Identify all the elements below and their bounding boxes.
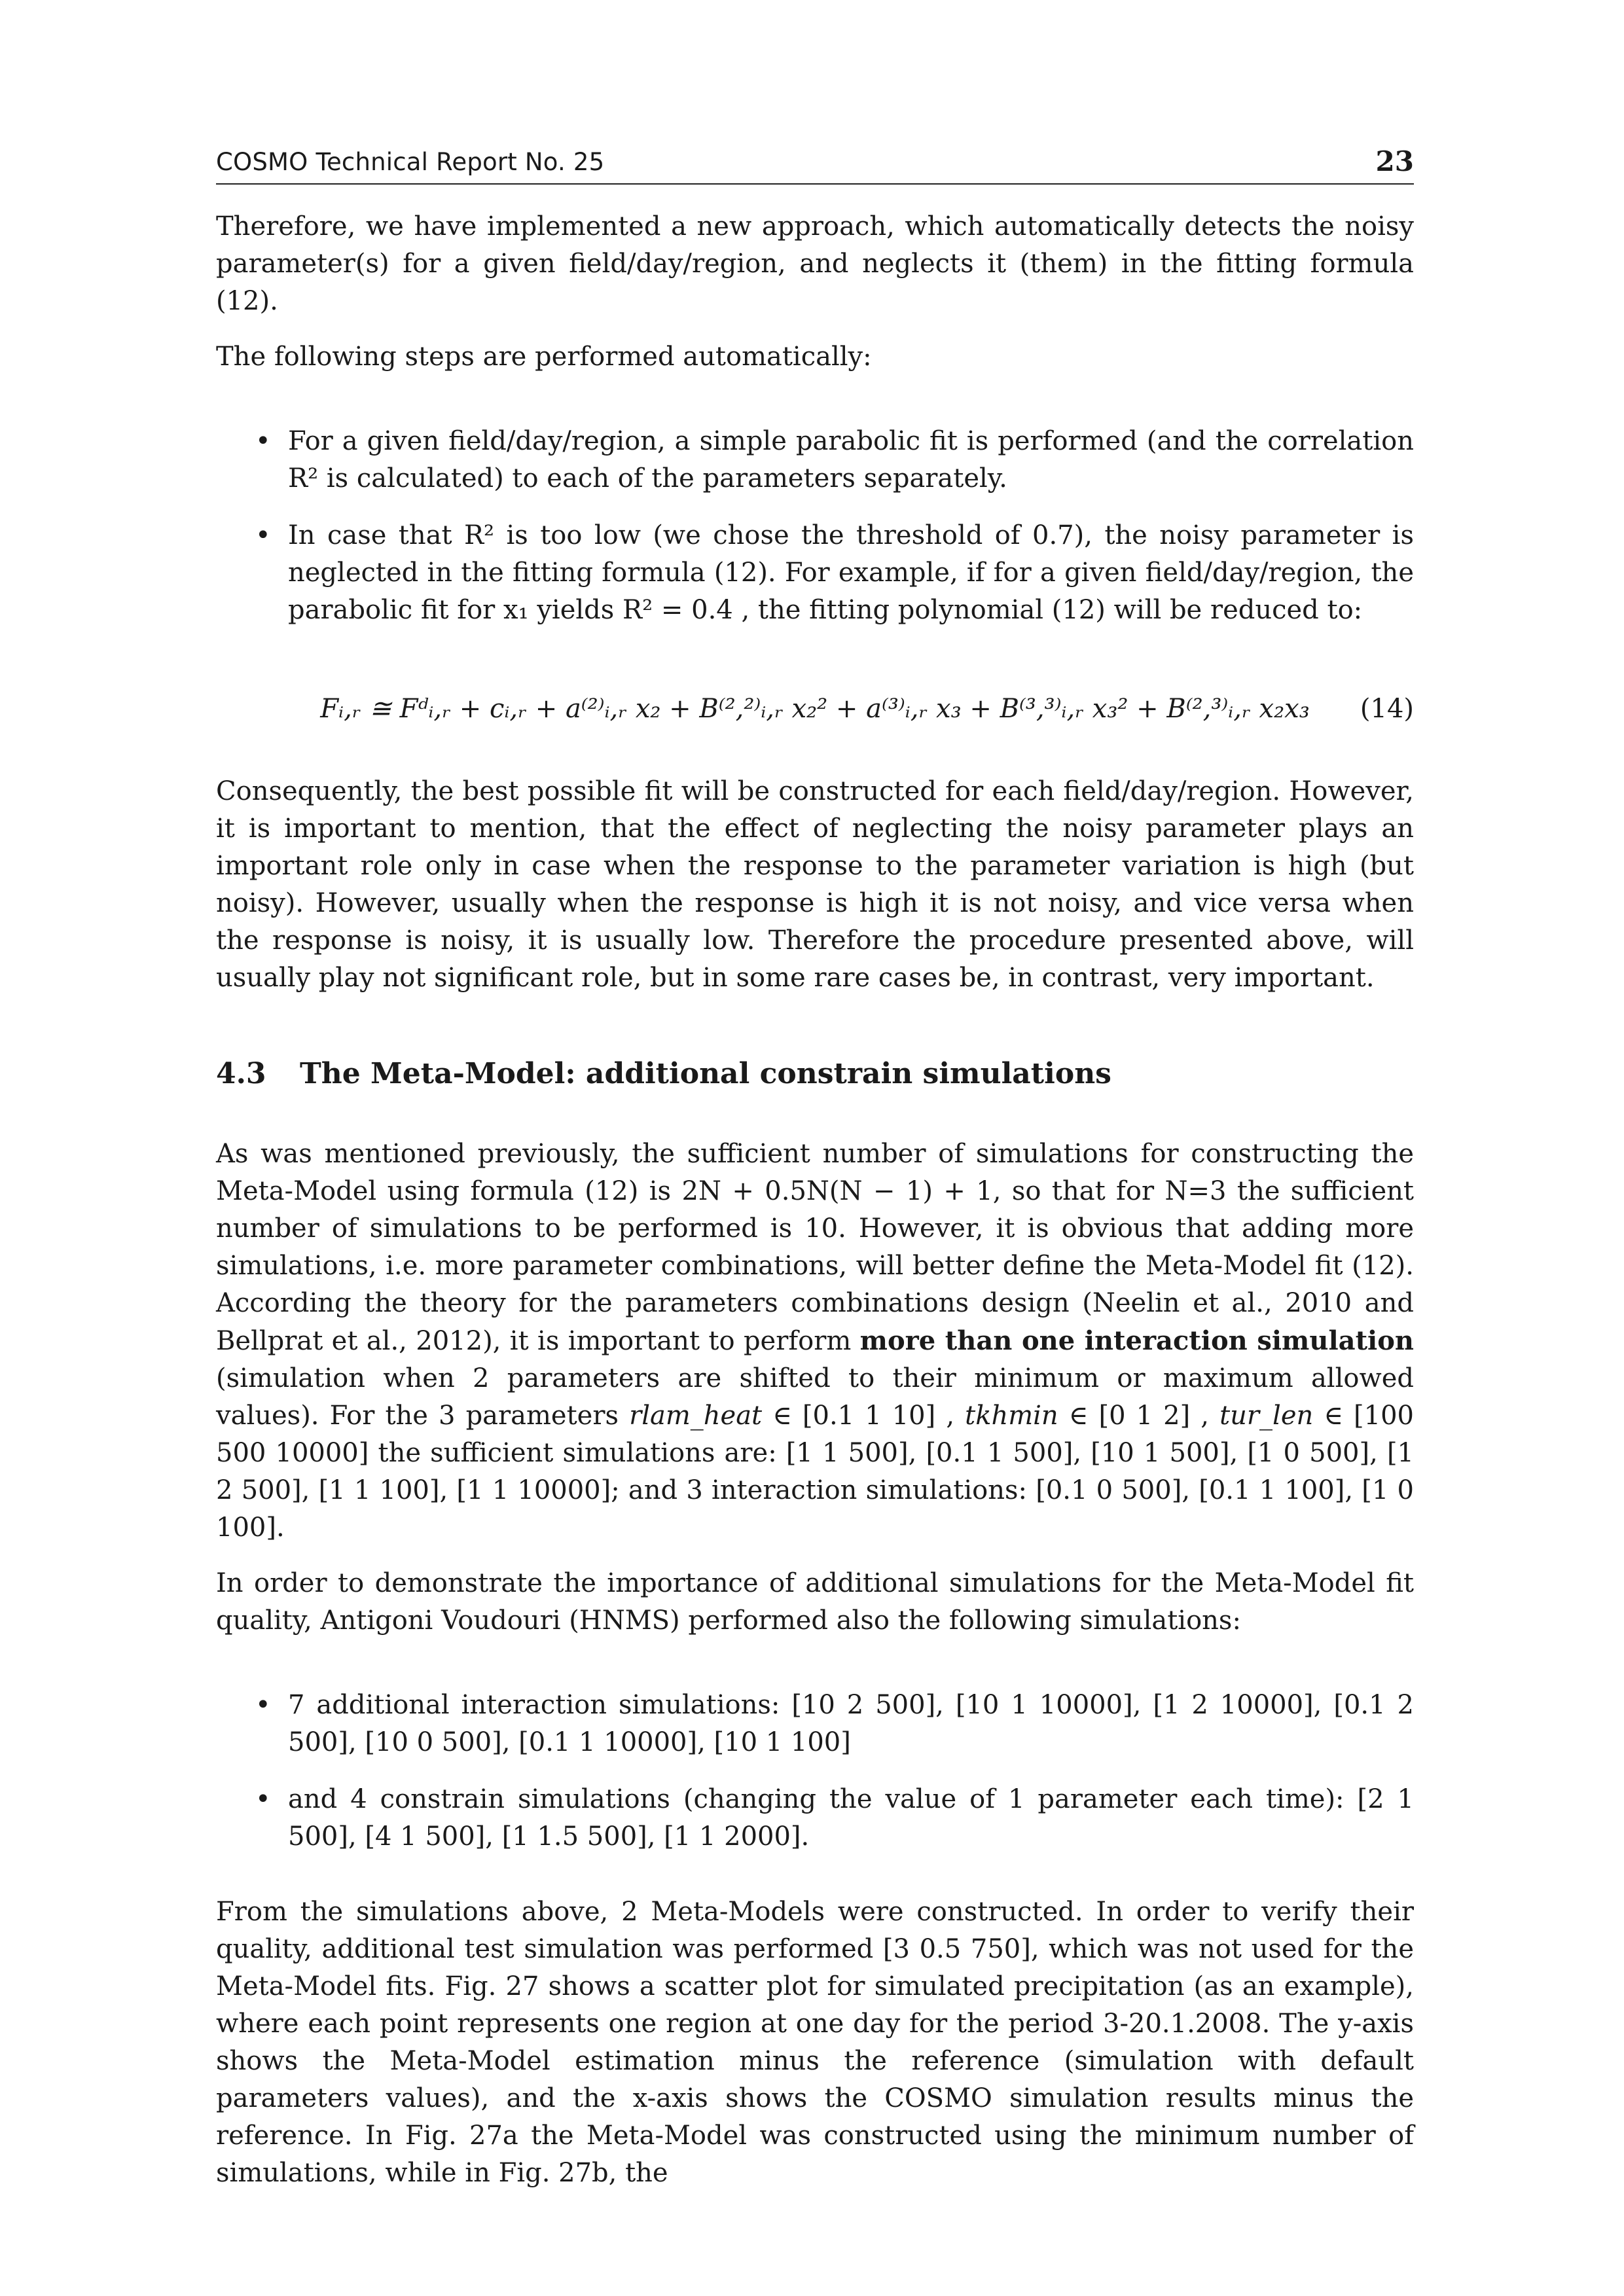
report-title: COSMO Technical Report No. 25 xyxy=(216,148,605,176)
bullet-icon: • xyxy=(255,520,271,550)
section-heading xyxy=(216,1054,1414,1094)
text-run: As was mentioned previously, the sufficient number of simulations for constructing the Meta-Model using formula (12) is 2N + 0.5N(N − 1) + 1, so that for N=3 the sufficient number of simulations to be performed is 10. However, it is obvious that adding more simulations, i.e. more parameter combinations, will better define the Meta-Model fit (12). According the theory for the parameters combinations design (Neelin et al., 2010 and Bellprat et al., 2012), it is important to perform xyxy=(216,1139,1414,1356)
running-header xyxy=(216,143,1414,185)
equation-14 xyxy=(216,685,1414,732)
equation-number: (14) xyxy=(1360,694,1414,724)
param-name: tkhmin xyxy=(965,1401,1058,1431)
final-paragraph: From the simulations above, 2 Meta-Models were constructed. In order to verify their quality, additional test simulation was performed [3 0.5 750], which was not used for the Meta-Model fits. Fig. 27 shows a scatter plot for simulated precipitation (as an example), where each point represents one region at one day for the period 3-20.1.2008. The y-axis shows the Meta-Model estimation minus the reference (simulation with default parameters values), and the x-axis shows the COSMO simulation results minus the reference. In Fig. 27a the Meta-Model was constructed using the minimum number of simulations, while in Fig. 27b, the xyxy=(216,1897,1414,2188)
param-name: tur_len xyxy=(1219,1401,1314,1431)
section-paragraph-2: In order to demonstrate the importance of additional simulations for the Meta-Model fit quality, Antigoni Voudouri (HNMS) performed also the following simulations: xyxy=(216,1568,1414,1636)
intro-paragraph: Therefore, we have implemented a new approach, which automatically detects the noisy parameter(s) for a given field/day/region, and neglects it (them) in the fitting formula (12). xyxy=(216,211,1414,316)
steps-intro: The following steps are performed automatically: xyxy=(216,342,872,372)
text-run: ∈ [100 500 10000] the sufficient simulations are: [1 1 500], [0.1 1 500], [10 1 500], [1 0 500], [1 2 500], [1 1 100], [1 1 10000]; and 3 interaction simulations: [0.1 0 500], [0.1 1 100], [1 0 100]. xyxy=(216,1401,1414,1543)
section-number: 4.3 xyxy=(216,1057,266,1090)
equation-formula: Fᵢ,ᵣ ≅ Fᵈᵢ,ᵣ + cᵢ,ᵣ + a⁽²⁾ᵢ,ᵣ x₂ + B⁽²,²⁾ᵢ,ᵣ x₂² + a⁽³⁾ᵢ,ᵣ x₃ + B⁽³,³⁾ᵢ,ᵣ x₃² + B⁽²,³⁾ᵢ,ᵣ x₂x₃ xyxy=(320,694,1310,724)
section-title: The Meta-Model: additional constrain simulations xyxy=(300,1057,1111,1090)
list-item-text: In case that R² is too low (we chose the threshold of 0.7), the noisy parameter is neglected in the fitting formula (12). For example, if for a given field/day/region, the parabolic fit for x₁ yields R² = 0.4 , the fitting polynomial (12) will be reduced to: xyxy=(288,520,1414,625)
param-name: rlam_heat xyxy=(629,1401,763,1431)
list-item-text: and 4 constrain simulations (changing the value of 1 parameter each time): [2 1 500], [4 1 500], [1 1.5 500], [1 1 2000]. xyxy=(288,1784,1414,1852)
steps-list xyxy=(216,423,1414,629)
list-item xyxy=(216,1687,1414,1761)
list-item-text: For a given field/day/region, a simple parabolic fit is performed (and the correlation R² is calculated) to each of the parameters separately. xyxy=(288,426,1414,493)
list-item-text: 7 additional interaction simulations: [10 2 500], [10 1 10000], [1 2 10000], [0.1 2 500], [10 0 500], [0.1 1 10000], [10 1 100] xyxy=(288,1690,1414,1757)
list-item xyxy=(216,517,1414,629)
text-run: ∈ [0 1 2] , xyxy=(1058,1401,1220,1431)
bullet-icon: • xyxy=(255,1690,271,1720)
text-run: (simulation when 2 parameters are shifted to their minimum or maximum allowed values). For the 3 parameters xyxy=(216,1363,1414,1431)
text-run: ∈ [0.1 1 10] , xyxy=(762,1401,965,1431)
emphasis-text: more than one interaction simulation xyxy=(859,1325,1415,1356)
list-item xyxy=(216,423,1414,497)
section-paragraph-1 xyxy=(216,1136,1414,1547)
page-number: 23 xyxy=(1375,145,1414,177)
bullet-icon: • xyxy=(255,1784,271,1814)
list-item xyxy=(216,1781,1414,1856)
consequently-paragraph: Consequently, the best possible fit will be constructed for each field/day/region. However, it is important to mention, that the effect of neglecting the noisy parameter plays an important role only in case when the response to the parameter variation is high (but noisy). However, usually when the response is high it is not noisy, and vice versa when the response is noisy, it is usually low. Therefore the procedure presented above, will usually play not significant role, but in some rare cases be, in contrast, very important. xyxy=(216,776,1414,993)
page-body xyxy=(216,208,1414,2192)
additional-simulations-list xyxy=(216,1687,1414,1856)
bullet-icon: • xyxy=(255,426,271,456)
